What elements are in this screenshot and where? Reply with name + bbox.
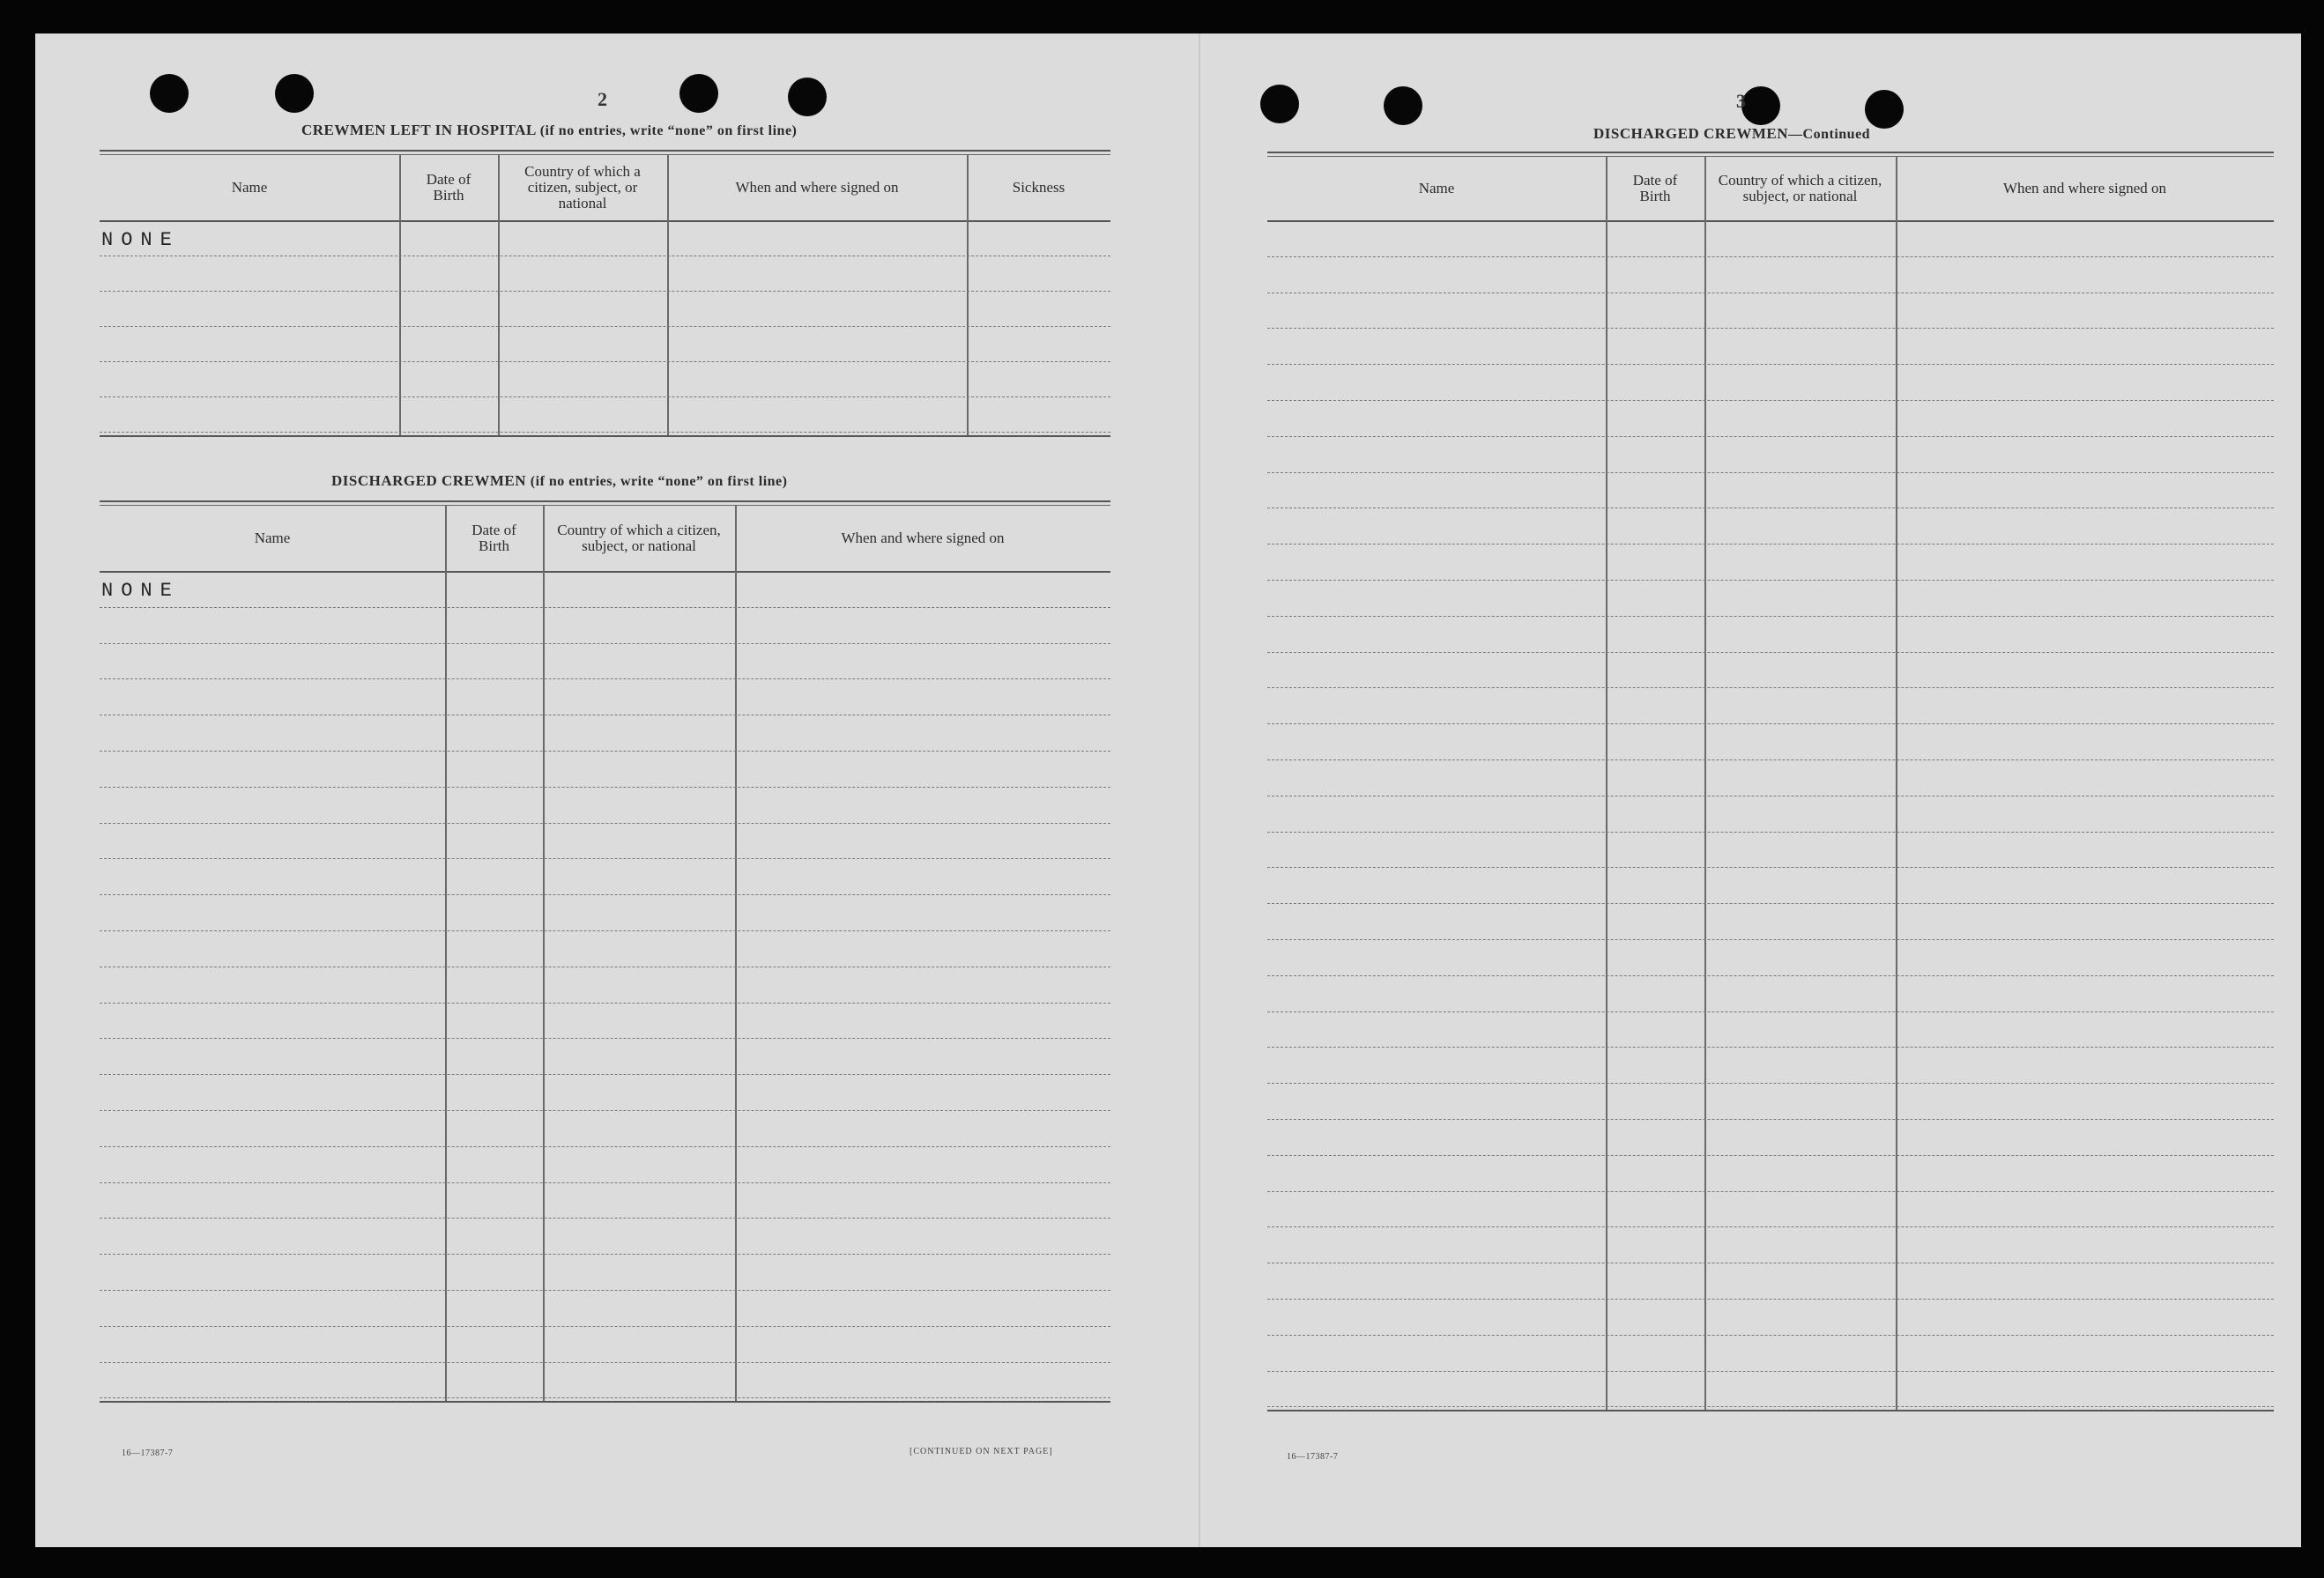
row-line bbox=[1267, 975, 2274, 976]
right-page bbox=[1199, 33, 2301, 1547]
row-line bbox=[1267, 1047, 2274, 1048]
row-line bbox=[1267, 1406, 2274, 1407]
column-header: Sickness bbox=[1012, 179, 1065, 196]
punch-hole bbox=[1384, 86, 1422, 125]
header-rule bbox=[100, 220, 1110, 222]
discharged-continued-suffix: —Continued bbox=[1788, 127, 1871, 142]
discharged-continued-title bbox=[1593, 125, 1870, 143]
row-line bbox=[100, 858, 1110, 859]
hospital-section-title bbox=[301, 122, 797, 139]
row-line bbox=[1267, 1226, 2274, 1227]
column-divider bbox=[1896, 157, 1897, 1411]
row-line bbox=[1267, 400, 2274, 401]
continued-note: [CONTINUED ON NEXT PAGE] bbox=[910, 1447, 1053, 1456]
table-top-rule bbox=[1267, 156, 2274, 157]
row-line bbox=[1267, 652, 2274, 653]
column-divider bbox=[1606, 157, 1607, 1411]
row-line bbox=[100, 396, 1110, 397]
row-line bbox=[1267, 759, 2274, 760]
hospital-title-note: (if no entries, write “none” on first line) bbox=[539, 123, 798, 138]
row-line bbox=[100, 1290, 1110, 1291]
row-line bbox=[100, 1362, 1110, 1363]
row-line bbox=[100, 326, 1110, 327]
column-header: When and where signed on bbox=[841, 530, 1005, 546]
row-line bbox=[100, 361, 1110, 362]
row-line bbox=[1267, 436, 2274, 437]
row-line bbox=[100, 1038, 1110, 1039]
table-top-rule bbox=[100, 150, 1110, 152]
row-line bbox=[1267, 723, 2274, 724]
page-number: 2 bbox=[598, 88, 607, 110]
column-divider bbox=[543, 506, 545, 1403]
row-line bbox=[100, 1218, 1110, 1219]
punch-hole bbox=[679, 74, 718, 113]
form-code: 16—17387-7 bbox=[1287, 1452, 1339, 1462]
row-line bbox=[100, 1146, 1110, 1147]
column-header: Name bbox=[1418, 180, 1455, 196]
row-line bbox=[100, 751, 1110, 752]
column-divider bbox=[445, 506, 447, 1403]
punch-hole bbox=[1741, 86, 1780, 125]
column-header: Country of which a citizen, subject, or national bbox=[1718, 172, 1882, 204]
table-top-rule bbox=[100, 154, 1110, 155]
row-line bbox=[100, 930, 1110, 931]
row-line bbox=[1267, 616, 2274, 617]
row-line bbox=[100, 678, 1110, 679]
punch-hole bbox=[275, 74, 314, 113]
column-header: Name bbox=[231, 179, 268, 196]
row-line bbox=[1267, 1011, 2274, 1012]
row-line bbox=[1267, 1083, 2274, 1084]
row-line bbox=[1267, 687, 2274, 688]
column-header: Date of Birth bbox=[471, 522, 516, 554]
entry-text: NONE bbox=[101, 580, 180, 602]
row-line bbox=[1267, 580, 2274, 581]
row-line bbox=[1267, 1119, 2274, 1120]
column-header: When and where signed on bbox=[2002, 180, 2167, 196]
table-bottom-rule bbox=[100, 435, 1110, 437]
row-line bbox=[100, 823, 1110, 824]
punch-hole bbox=[150, 74, 189, 113]
row-line bbox=[1267, 903, 2274, 904]
discharged-continued-table bbox=[1267, 152, 2274, 1411]
scanned-document bbox=[35, 33, 2301, 1547]
header-rule bbox=[100, 571, 1110, 573]
row-line bbox=[100, 1074, 1110, 1075]
row-line bbox=[1267, 1155, 2274, 1156]
left-page bbox=[35, 33, 1199, 1547]
table-top-rule bbox=[100, 500, 1110, 502]
row-line bbox=[1267, 1299, 2274, 1300]
row-line bbox=[1267, 507, 2274, 508]
column-header: Date of Birth bbox=[1632, 172, 1678, 204]
punch-hole bbox=[1260, 85, 1299, 123]
row-line bbox=[100, 291, 1110, 292]
form-code: 16—17387-7 bbox=[122, 1448, 174, 1458]
row-line bbox=[1267, 364, 2274, 365]
discharged-table bbox=[100, 500, 1110, 1403]
table-bottom-rule bbox=[100, 1401, 1110, 1403]
column-header: Country of which a citizen, subject, or national bbox=[524, 163, 641, 211]
punch-hole bbox=[788, 78, 827, 116]
row-line bbox=[100, 432, 1110, 433]
row-line bbox=[1267, 472, 2274, 473]
row-line bbox=[100, 607, 1110, 608]
row-line bbox=[1267, 832, 2274, 833]
discharged-continued-title-main: DISCHARGED CREWMEN bbox=[1593, 125, 1789, 142]
row-line bbox=[1267, 328, 2274, 329]
discharged-title-main: DISCHARGED CREWMEN bbox=[331, 472, 527, 489]
row-line bbox=[1267, 1371, 2274, 1372]
row-line bbox=[100, 787, 1110, 788]
table-top-rule bbox=[100, 505, 1110, 506]
row-line bbox=[100, 1182, 1110, 1183]
row-line bbox=[1267, 1335, 2274, 1336]
table-top-rule bbox=[1267, 152, 2274, 153]
row-line bbox=[100, 1326, 1110, 1327]
row-line bbox=[100, 894, 1110, 895]
row-line bbox=[100, 1254, 1110, 1255]
row-line bbox=[100, 1110, 1110, 1111]
column-header: Date of Birth bbox=[426, 171, 471, 204]
row-line bbox=[1267, 1191, 2274, 1192]
hospital-table bbox=[100, 150, 1110, 437]
page-number: 3 bbox=[1736, 90, 1746, 112]
row-line bbox=[1267, 256, 2274, 257]
row-line bbox=[100, 643, 1110, 644]
row-line bbox=[1267, 867, 2274, 868]
table-bottom-rule bbox=[1267, 1410, 2274, 1411]
column-header: When and where signed on bbox=[735, 179, 899, 196]
row-line bbox=[100, 1397, 1110, 1398]
column-divider bbox=[735, 506, 737, 1403]
row-line bbox=[1267, 939, 2274, 940]
row-line bbox=[1267, 544, 2274, 545]
column-header: Name bbox=[254, 530, 291, 546]
column-divider bbox=[1704, 157, 1706, 1411]
discharged-title-note: (if no entries, write “none” on first line) bbox=[530, 474, 788, 489]
column-header: Country of which a citizen, subject, or national bbox=[557, 522, 721, 554]
punch-hole bbox=[1865, 90, 1904, 129]
hospital-title-main: CREWMEN LEFT IN HOSPITAL bbox=[301, 122, 536, 138]
row-line bbox=[100, 1003, 1110, 1004]
discharged-section-title bbox=[331, 472, 787, 490]
header-rule bbox=[1267, 220, 2274, 222]
entry-text: NONE bbox=[101, 229, 180, 251]
